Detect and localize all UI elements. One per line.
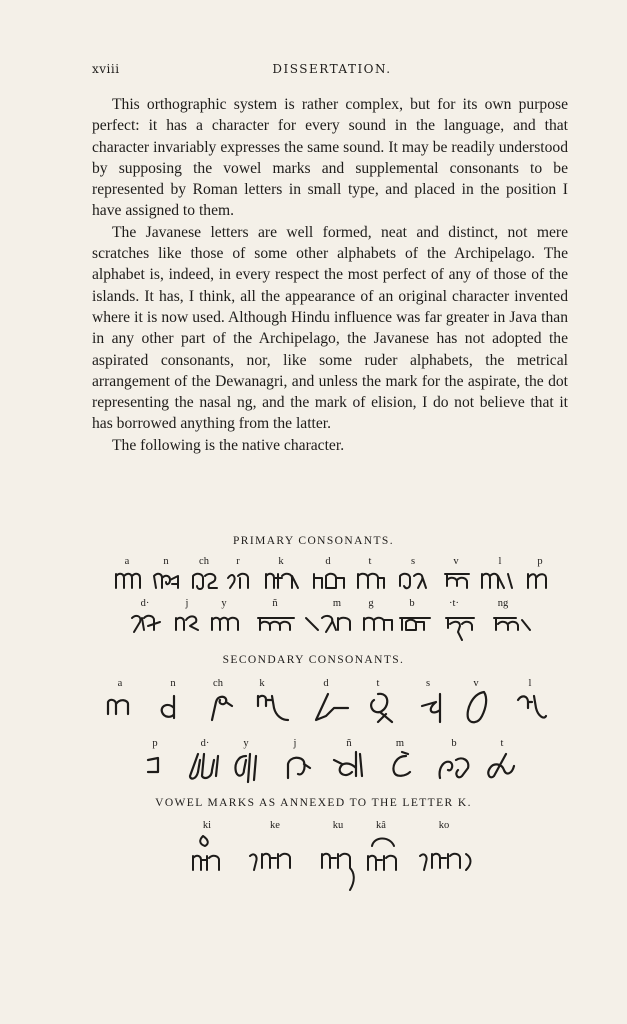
paragraph-javanese-letters: The Javanese letters are well formed, neat and distinct, not mere scratches like those of some other alphabets of the Archipelago. The alphabet is, indeed, in every respect the most perfect of any of those of the islands. It has, I think, all the appearance of an original character invented where it is now used. Although Hindu influence was far greater in Java than in any other part of the Archipelago, the Javanese has not adopted the aspirated consonants, nor, like some ruder alphabets, the metrical arrangement of the Dewanagri, and unless the mark for the aspirate, the dot representing the nasal ng, and the mark of elision, I do not believe that it has borrowed anything from the latter. (92, 223, 568, 433)
char-label: v (473, 678, 479, 689)
vowel-marks-row (0, 820, 627, 860)
char-label: ku (332, 820, 344, 831)
char-label: d· (140, 598, 150, 609)
char-label: ñ (272, 598, 278, 609)
char-label: l (528, 678, 532, 689)
javanese-glyph (526, 570, 550, 592)
javanese-glyph (130, 612, 162, 636)
char-label: y (221, 598, 227, 609)
char-label: ·t· (449, 598, 459, 609)
char-label: ng (497, 598, 509, 609)
char-label: n (163, 556, 169, 567)
char-label: ki (202, 820, 212, 831)
char-label: p (152, 738, 158, 749)
secondary-consonants-row-2 (0, 738, 627, 778)
char-label: ch (213, 678, 223, 689)
javanese-glyph (146, 754, 166, 776)
javanese-glyph (332, 750, 368, 782)
javanese-glyph (388, 750, 416, 782)
char-label: j (293, 738, 297, 749)
char-label: g (368, 598, 374, 609)
char-label: k (259, 678, 265, 689)
char-label: t (376, 678, 380, 689)
char-label: l (498, 556, 502, 567)
vowel-marks-heading: VOWEL MARKS AS ANNEXED TO THE LETTER K. (155, 797, 472, 809)
paragraph-orthography: This orthographic system is rather complex, but for its own purpose perfect: it has a character for every sound in the language, and that character invariably expresses the same sound. It may be readily understood by supposing the vowel marks and supplemental consonants to be represented by Roman letters in small type, and placed in the position I have assigned to them. (92, 96, 568, 220)
javanese-glyph (304, 612, 354, 636)
char-label: ch (199, 556, 209, 567)
primary-consonants-row-2 (0, 598, 627, 638)
javanese-glyph (206, 692, 234, 722)
char-label: ke (270, 820, 280, 831)
javanese-glyph (312, 570, 346, 592)
char-label: k (278, 556, 284, 567)
vowel-glyph-ka (366, 834, 408, 874)
char-label: ñ (346, 738, 352, 749)
javanese-glyph (152, 570, 180, 592)
char-label: r (236, 556, 240, 567)
javanese-glyph (256, 612, 296, 636)
primary-consonants-heading: PRIMARY CONSONANTS. (232, 535, 394, 547)
char-label: d· (200, 738, 210, 749)
page-number: xviii (92, 62, 120, 76)
char-label: n (170, 678, 176, 689)
char-label: a (117, 678, 123, 689)
char-label: y (243, 738, 249, 749)
javanese-glyph (398, 570, 428, 592)
javanese-glyph (226, 570, 252, 592)
char-label: t (500, 738, 504, 749)
char-label: m (395, 738, 405, 749)
javanese-glyph (480, 570, 514, 592)
javanese-glyph (444, 612, 476, 642)
javanese-glyph (314, 692, 350, 724)
char-label: kâ (376, 820, 386, 831)
javanese-glyph (418, 692, 446, 724)
javanese-glyph (264, 570, 300, 592)
char-label: s (410, 556, 416, 567)
javanese-glyph (174, 612, 202, 636)
secondary-consonants-row-1 (0, 678, 627, 718)
char-label: b (409, 598, 415, 609)
javanese-glyph (232, 752, 262, 786)
javanese-glyph (362, 612, 394, 636)
char-label: j (185, 598, 189, 609)
vowel-glyph-ke (248, 850, 294, 874)
javanese-glyph (256, 692, 290, 724)
javanese-glyph (443, 570, 471, 592)
running-title: DISSERTATION. (272, 62, 392, 76)
javanese-glyph (186, 752, 222, 782)
char-label: ko (438, 820, 450, 831)
running-head (92, 62, 572, 82)
javanese-glyph (366, 690, 396, 726)
vowel-glyph-ku (320, 850, 364, 894)
javanese-glyph (284, 754, 314, 782)
javanese-glyph (158, 694, 182, 722)
javanese-glyph (356, 570, 386, 592)
javanese-glyph (398, 612, 432, 636)
char-label: d (323, 678, 329, 689)
javanese-glyph (516, 692, 548, 724)
vowel-glyph-ki (191, 834, 227, 874)
secondary-consonants-heading: SECONDARY CONSONANTS. (222, 654, 405, 666)
char-label: m (332, 598, 342, 609)
char-label: d (325, 556, 331, 567)
char-label: s (425, 678, 431, 689)
javanese-glyph (436, 754, 472, 782)
char-label: t (368, 556, 372, 567)
javanese-glyph (210, 612, 242, 636)
body-text (92, 94, 568, 456)
javanese-glyph (484, 752, 516, 782)
char-label: a (124, 556, 130, 567)
vowel-glyph-ko (418, 850, 474, 874)
javanese-glyph (106, 696, 136, 720)
javanese-glyph (114, 570, 142, 592)
javanese-glyph (464, 690, 492, 726)
char-label: b (451, 738, 457, 749)
paragraph-following: The following is the native character. (112, 436, 345, 454)
javanese-glyph (492, 612, 532, 636)
javanese-glyph (191, 570, 219, 592)
primary-consonants-row-1 (0, 556, 627, 596)
char-label: v (453, 556, 459, 567)
char-label: p (537, 556, 543, 567)
